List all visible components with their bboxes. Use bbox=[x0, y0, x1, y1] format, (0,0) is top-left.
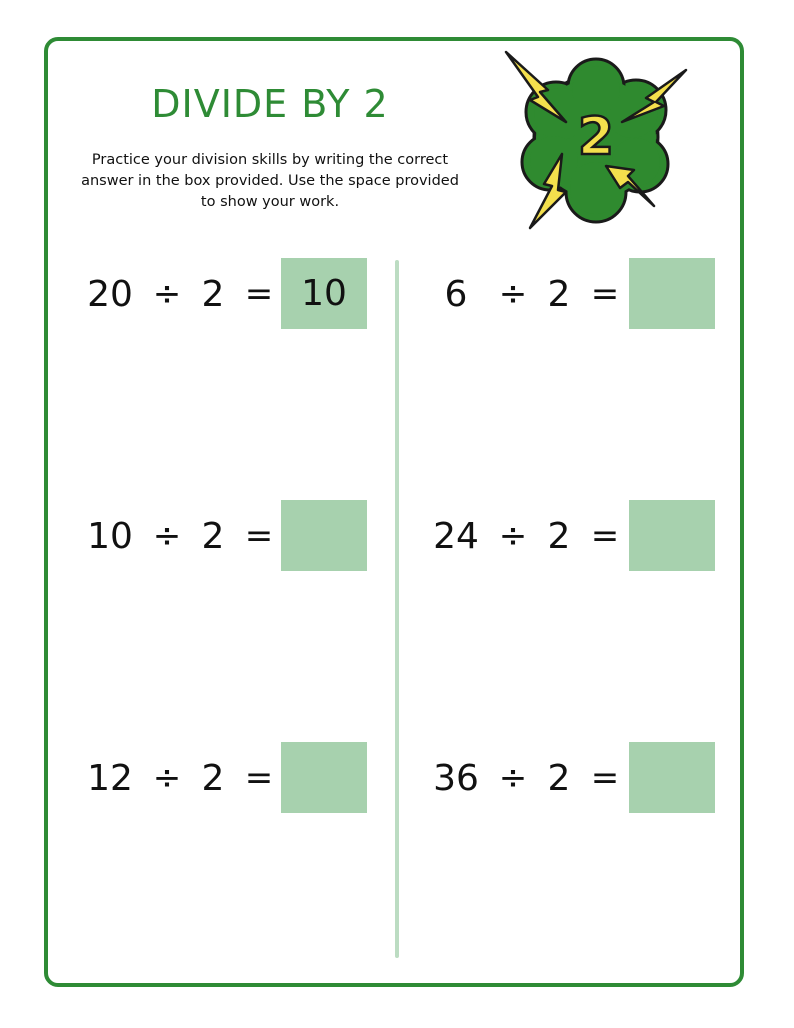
problem-4 bbox=[430, 500, 636, 572]
dividend: 6 bbox=[444, 273, 468, 315]
divisor: 2 bbox=[201, 273, 225, 315]
divide-sign: ÷ bbox=[152, 758, 182, 798]
divide-sign: ÷ bbox=[152, 274, 182, 314]
badge-number: 2 bbox=[577, 107, 615, 167]
divide-sign: ÷ bbox=[498, 758, 528, 798]
divide-sign: ÷ bbox=[498, 274, 528, 314]
equals-sign: = bbox=[590, 274, 620, 314]
column-divider bbox=[395, 260, 399, 958]
problem-6 bbox=[430, 742, 636, 814]
divide-sign: ÷ bbox=[152, 516, 182, 556]
equals-sign: = bbox=[244, 274, 274, 314]
equals-sign: = bbox=[590, 758, 620, 798]
lightning-cloud-badge-icon bbox=[500, 42, 692, 232]
equals-sign: = bbox=[244, 516, 274, 556]
dividend: 24 bbox=[433, 515, 479, 557]
divisor: 2 bbox=[547, 757, 571, 799]
equals-sign: = bbox=[244, 758, 274, 798]
answer-box[interactable] bbox=[629, 500, 715, 571]
page-title: DIVIDE BY 2 bbox=[151, 82, 389, 126]
divisor: 2 bbox=[201, 515, 225, 557]
answer-box[interactable]: 10 bbox=[281, 258, 367, 329]
instructions-text: Practice your division skills by writing the correct answer in the box provided. Use the space provided to show your work. bbox=[81, 152, 459, 210]
dividend: 36 bbox=[433, 757, 479, 799]
divisor: 2 bbox=[547, 515, 571, 557]
answer-box[interactable] bbox=[281, 742, 367, 813]
divisor: 2 bbox=[201, 757, 225, 799]
problem-1 bbox=[84, 258, 290, 330]
answer-box[interactable] bbox=[629, 742, 715, 813]
dividend: 12 bbox=[87, 757, 133, 799]
divisor: 2 bbox=[547, 273, 571, 315]
problem-2 bbox=[430, 258, 636, 330]
divide-sign: ÷ bbox=[498, 516, 528, 556]
answer-box[interactable] bbox=[281, 500, 367, 571]
dividend: 20 bbox=[87, 273, 133, 315]
equals-sign: = bbox=[590, 516, 620, 556]
dividend: 10 bbox=[87, 515, 133, 557]
problem-5 bbox=[84, 742, 290, 814]
answer-box[interactable] bbox=[629, 258, 715, 329]
problem-3 bbox=[84, 500, 290, 572]
